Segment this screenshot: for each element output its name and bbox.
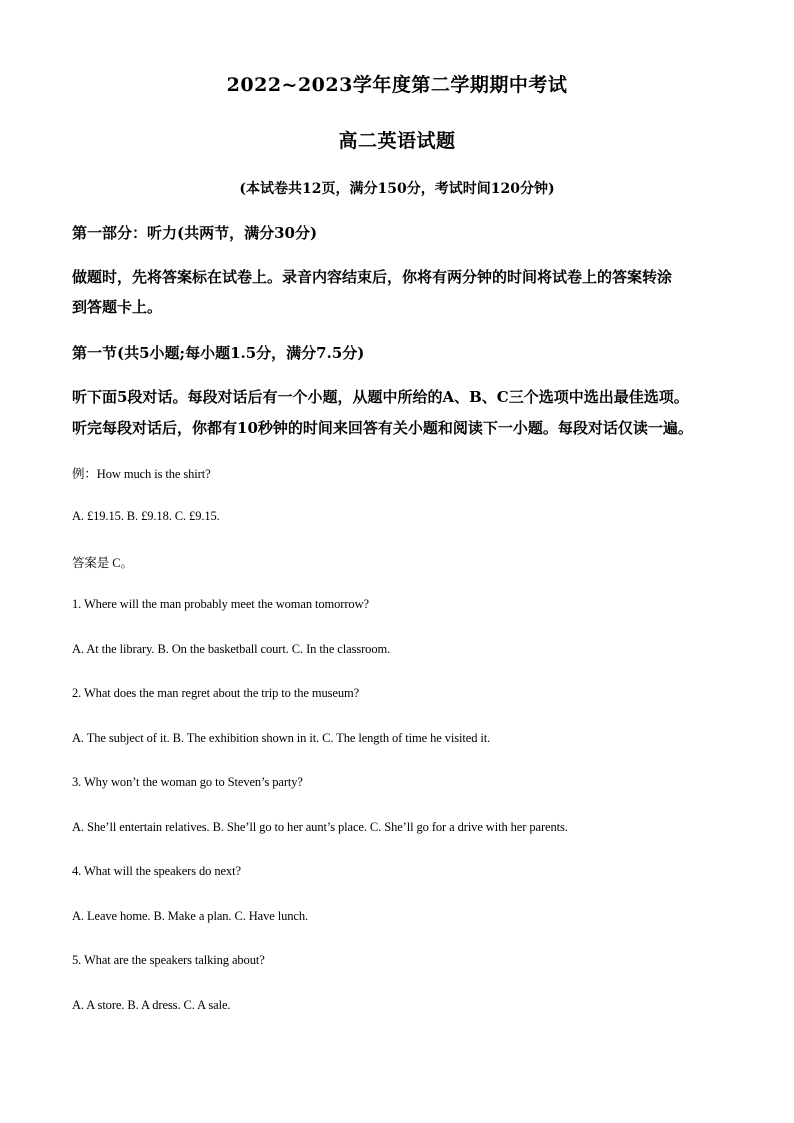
part-one-heading: 第一部分：听力(共两节，满分30分) — [72, 224, 318, 242]
question-3-options: A. She’ll entertain relatives. B. She’ll go to her aunt’s place. C. She’ll go for a drive with her parents. — [72, 820, 568, 834]
question-1-options: A. At the library. B. On the basketball court. C. In the classroom. — [72, 642, 391, 656]
exam-title: 2022~2023学年度第二学期期中考试 — [226, 74, 568, 96]
part-one-instructions-line1: 做题时，先将答案标在试卷上。录音内容结束后，你将有两分钟的时间将试卷上的答案转涂 — [72, 268, 673, 286]
section-one-instructions-line1: 听下面5段对话。每段对话后有一个小题，从题中所给的A、B、C三个选项中选出最佳选项。 — [72, 388, 689, 406]
section-one-heading: 第一节(共5小题;每小题1.5分，满分7.5分) — [72, 344, 365, 362]
question-1: 1. Where will the man probably meet the woman tomorrow? — [72, 597, 369, 611]
section-one-instructions-line2: 听完每段对话后，你都有10秒钟的时间来回答有关小题和阅读下一小题。每段对话仅读一遍。 — [72, 419, 693, 437]
question-5-options: A. A store. B. A dress. C. A sale. — [72, 998, 231, 1012]
part-one-instructions-line2: 到答题卡上。 — [72, 298, 163, 316]
question-2: 2. What does the man regret about the trip to the museum? — [72, 686, 360, 700]
question-4-options: A. Leave home. B. Make a plan. C. Have lunch. — [72, 909, 309, 923]
question-5: 5. What are the speakers talking about? — [72, 953, 265, 967]
example-question: 例：How much is the shirt? — [72, 467, 211, 481]
subject-title: 高二英语试题 — [338, 130, 456, 152]
exam-note: (本试卷共12页，满分150分，考试时间120分钟) — [239, 181, 555, 197]
example-answer: 答案是 C。 — [72, 556, 133, 570]
question-2-options: A. The subject of it. B. The exhibition shown in it. C. The length of time he visited it. — [72, 731, 491, 745]
question-4: 4. What will the speakers do next? — [72, 864, 241, 878]
example-options: A. £19.15. B. £9.18. C. £9.15. — [72, 509, 220, 523]
question-3: 3. Why won’t the woman go to Steven’s party? — [72, 775, 303, 789]
